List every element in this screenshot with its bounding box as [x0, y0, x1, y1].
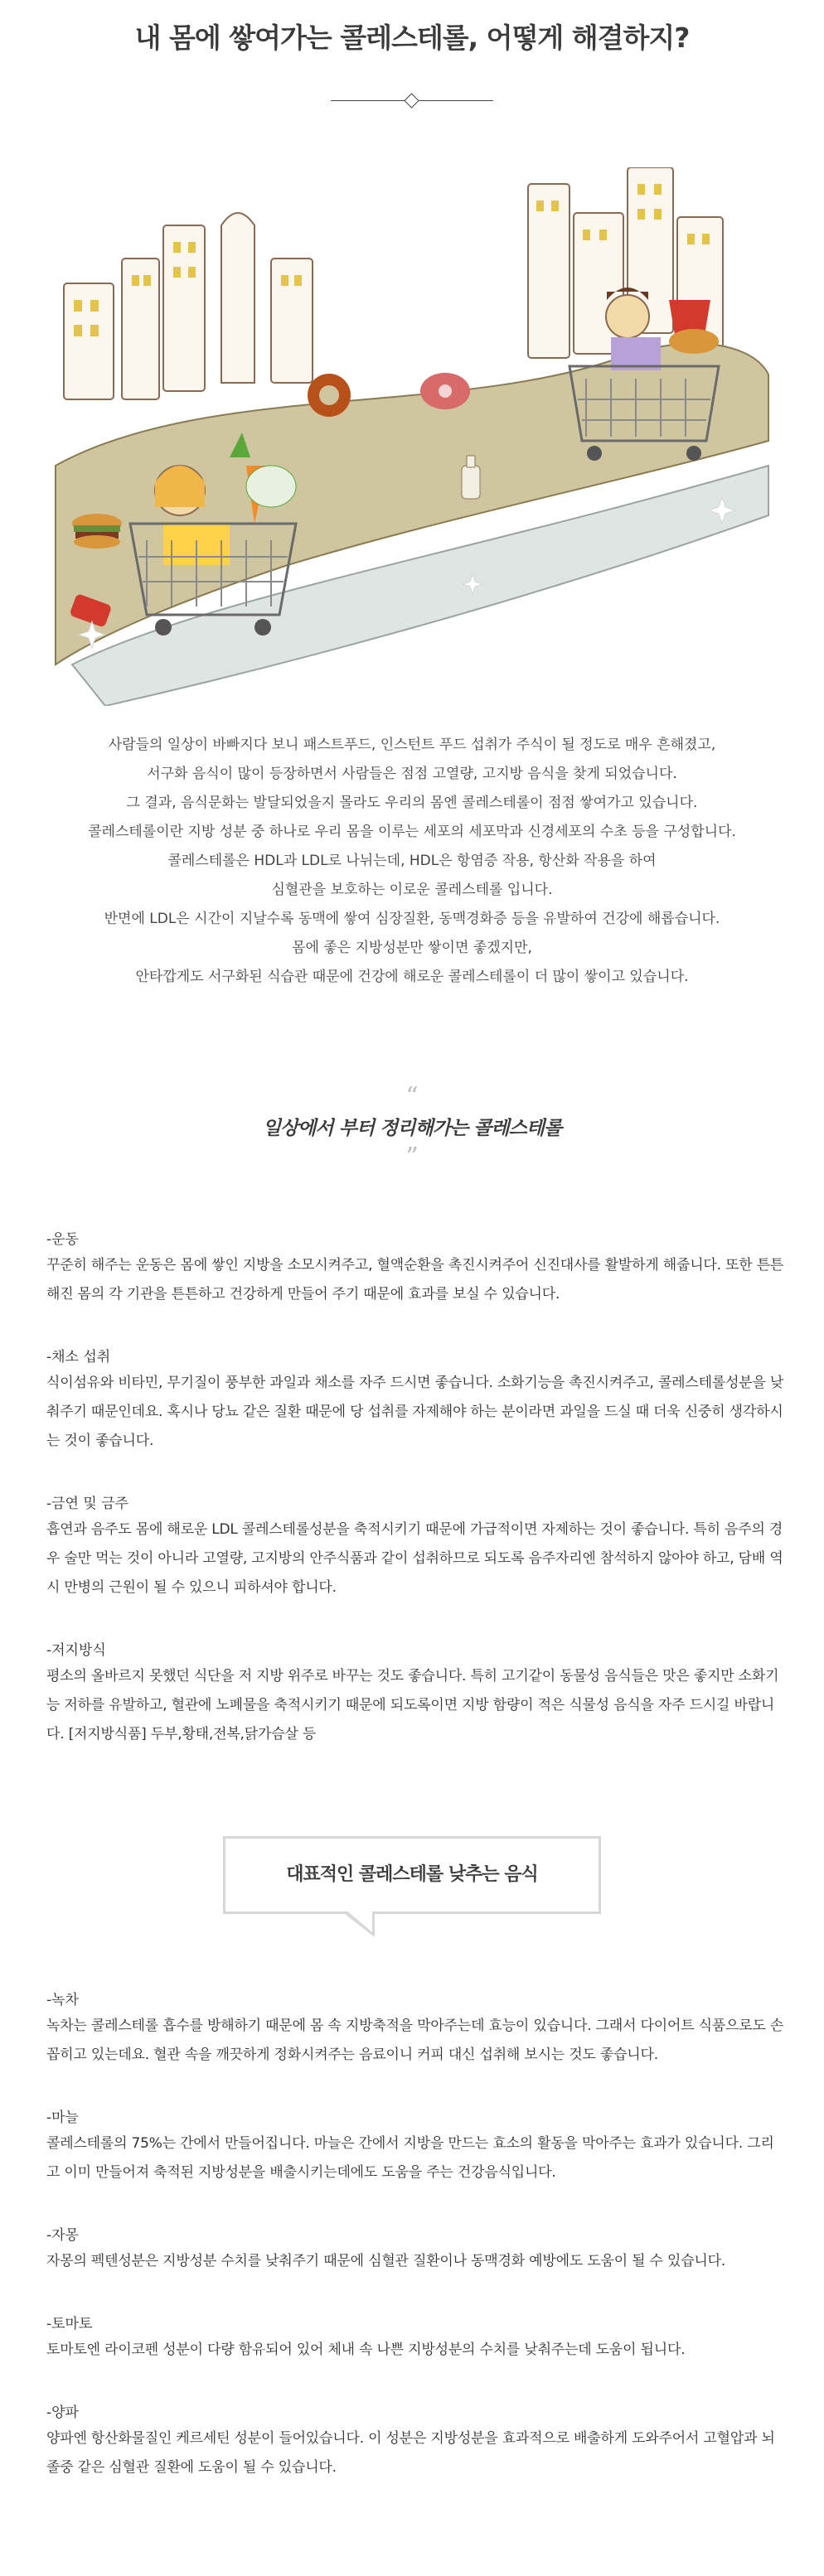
speech-tail-fill — [346, 1910, 372, 1932]
page-title: 내 몸에 쌓여가는 콜레스테롤, 어떻게 해결하지? — [134, 22, 690, 54]
item-heading: -금연 및 금주 — [46, 1496, 129, 1512]
divider-diamond-icon — [404, 93, 419, 108]
item-heading: -운동 — [46, 1231, 79, 1248]
intro-line: 사람들의 일상이 바빠지다 보니 패스트푸드, 인스턴트 푸드 섭취가 주식이 될 정도로 매우 흔해졌고, — [108, 737, 716, 753]
item-body: 양파엔 항산화물질인 케르세틴 성분이 들어있습니다. 이 성분은 지방성분을 효과적으로 배출하게 도와주어서 고혈압과 뇌졸중 같은 심혈관 질환에 도움이 될 수 있습니다. — [46, 2430, 775, 2476]
list-item — [46, 1989, 784, 2070]
foods-list — [46, 1989, 784, 2482]
junk-food-cart-illustration — [39, 167, 785, 706]
section-foods-heading-box — [223, 1836, 601, 1914]
intro-line: 그 결과, 음식문화는 발달되었을지 몰라도 우리의 몸엔 콜레스테롤이 점점 쌓여가고 있습니다. — [126, 795, 698, 811]
ham-icon — [420, 373, 470, 409]
list-item — [46, 2401, 784, 2482]
item-body: 식이섬유와 비타민, 무기질이 풍부한 과일과 채소를 자주 드시면 좋습니다. 소화기능을 촉진시켜주고, 콜레스테롤성분을 낮춰주기 때문인데요. 혹시나 당뇨 같은 질환 때문에 당 섭취를 자제해야 하는 분이라면 과일을 드실 때 더욱 신중히 생각하시는 것이 좋습니다. — [46, 1375, 784, 1449]
title-divider — [331, 93, 493, 109]
item-body: 녹차는 콜레스테롤 흡수를 방해하기 때문에 몸 속 지방축적을 막아주는데 효능이 있습니다. 그래서 다이어트 식품으로도 손꼽히고 있는데요. 혈관 속을 깨끗하게 정화시켜주는 음료이니 커피 대신 섭취해 보시는 것도 좋습니다. — [46, 2018, 784, 2063]
item-heading: -양파 — [46, 2404, 79, 2421]
list-item — [46, 2224, 784, 2276]
item-body: 꾸준히 해주는 운동은 몸에 쌓인 지방을 소모시켜주고, 혈액순환을 촉진시켜주어 신진대사를 활발하게 해줍니다. 또한 튼튼해진 몸의 각 기관을 튼튼하고 건강하게 만들어 주기 때문에 효과를 보실 수 있습니다. — [46, 1257, 784, 1302]
intro-line: 반면에 LDL은 시간이 지날수록 동맥에 쌓여 심장질환, 동맥경화증 등을 유발하여 건강에 해롭습니다. — [104, 911, 720, 927]
item-heading: -마늘 — [46, 2110, 79, 2126]
intro-line: 심혈관을 보호하는 이로운 콜레스테롤 입니다. — [271, 882, 553, 898]
item-body: 토마토엔 라이코펜 성분이 다량 함유되어 있어 체내 속 나쁜 지방성분의 수치를 낮춰주는데 도움이 됩니다. — [46, 2342, 686, 2358]
item-body: 평소의 올바르지 못했던 식단을 저 지방 위주로 바꾸는 것도 좋습니다. 특히 고기같이 동물성 음식들은 맛은 좋지만 소화기능 저하를 유발하고, 혈관에 노폐물을 축적시키기 때문에 되도록이면 지방 함량이 적은 식물성 음식을 자주 드시길 바랍니다. [저지방식품] 두부,황태,전복,닭가슴살 등 — [46, 1668, 779, 1742]
open-quote-icon: “ — [405, 1082, 419, 1111]
item-heading: -저지방식 — [46, 1642, 106, 1659]
intro-line: 콜레스테롤이란 지방 성분 중 하나로 우리 몸을 이루는 세포의 세포막과 신경세포의 수초 등을 구성합니다. — [88, 824, 736, 840]
section-daily-heading — [0, 1082, 824, 1172]
intro-line: 몸에 좋은 지방성분만 쌓이면 좋겠지만, — [292, 940, 532, 956]
intro-line: 안타깝게도 서구화된 식습관 때문에 건강에 해로운 콜레스테롤이 더 많이 쌓이고 있습니다. — [135, 969, 689, 985]
list-item — [46, 2106, 784, 2187]
list-item — [46, 1346, 784, 1456]
burger-icon — [72, 514, 122, 549]
donut-icon — [308, 374, 351, 417]
item-heading: -토마토 — [46, 2316, 93, 2332]
item-body: 자몽의 펙텐성분은 지방성분 수치를 낮춰주기 때문에 심혈관 질환이나 동맥경화 예방에도 도움이 될 수 있습니다. — [46, 2253, 726, 2269]
list-item — [46, 1228, 784, 1309]
list-item — [46, 2313, 784, 2365]
intro-line: 콜레스테롤은 HDL과 LDL로 나뉘는데, HDL은 항염증 작용, 항산화 작용을 하여 — [167, 853, 657, 869]
section-daily-title: 일상에서 부터 정리해가는 콜레스테롤 — [262, 1118, 562, 1139]
section-foods-title: 대표적인 콜레스테롤 낮추는 음식 — [286, 1864, 538, 1885]
list-item — [46, 1492, 784, 1602]
intro-line: 서구화 음식이 많이 등장하면서 사람들은 점점 고열량, 고지방 음식을 찾게 되었습니다. — [147, 766, 677, 782]
list-item — [46, 1639, 784, 1749]
daily-tips-list — [46, 1228, 784, 1749]
item-heading: -자몽 — [46, 2227, 79, 2244]
close-quote-icon: ” — [405, 1143, 419, 1172]
intro-text — [31, 731, 793, 992]
item-heading: -채소 섭취 — [46, 1349, 111, 1365]
item-body: 콜레스테롤의 75%는 간에서 만들어집니다. 마늘은 간에서 지방을 만드는 효소의 활동을 막아주는 효과가 있습니다. 그리고 이미 만들어져 축적된 지방성분을 배출시키는데에도 도움을 주는 건강음식입니다. — [46, 2135, 774, 2181]
item-heading: -녹차 — [46, 1992, 79, 2008]
item-body: 흡연과 음주도 몸에 해로운 LDL 콜레스테롤성분을 축적시키기 때문에 가급적이면 자제하는 것이 좋습니다. 특히 음주의 경우 술만 먹는 것이 아니라 고열량, 고지방의 안주식품과 같이 섭취하므로 되도록 음주자리엔 참석하지 않아야 하고, 담배 역시 만병의 근원이 될 수 있으니 피하셔야 합니다. — [46, 1521, 783, 1596]
